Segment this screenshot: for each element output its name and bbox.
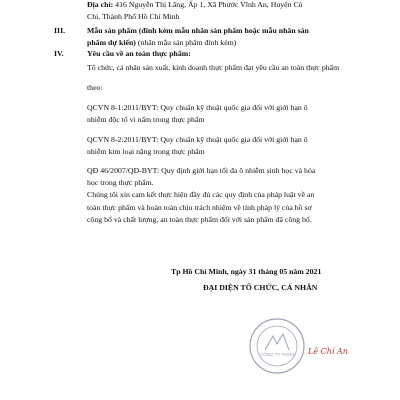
company-stamp — [247, 316, 307, 376]
section-4-intro-1: Tổ chức, cá nhân sản xuất, kinh doanh thực phẩm đạt yêu cầu an toàn thực phẩm — [87, 63, 340, 72]
section-4-intro-2: theo: — [87, 83, 103, 92]
section-3-note: (nhãn mẫu sản phẩm đính kèm) — [135, 38, 237, 47]
commitment-line-2: toàn thực phẩm và hoàn toàn chịu trách nhiệm về tính pháp lý của hồ sơ — [87, 203, 312, 212]
section-4-title: Yêu cầu về an toàn thực phẩm: — [87, 49, 191, 58]
commitment-line-3: công bố và chất lượng, an toàn thực phẩm đối với sản phẩm đã công bố. — [87, 215, 312, 224]
representative-title: ĐẠI DIỆN TỔ CHỨC, CÁ NHÂN — [203, 283, 318, 292]
signature: Lê Chí An — [308, 347, 348, 356]
address-label: Địa chỉ: — [87, 0, 114, 9]
regulation-2-line-2: nhiễm kim loại nặng trong thực phẩm — [87, 147, 205, 156]
section-3-title-line-2 — [87, 38, 236, 48]
regulation-3-line-2: học trong thực phẩm. — [87, 178, 154, 187]
section-3-title-end: phẩm dự kiến) — [87, 38, 136, 47]
regulation-1-line-2: nhiễm độc tố vi nấm trong thực phẩm — [87, 115, 205, 124]
regulation-2-line-1: QCVN 8-2:2011/BYT: Quy chuẩn kỹ thuật quốc gia đối với giới hạn ô — [87, 135, 308, 144]
regulation-1-line-1: QCVN 8-1:2011/BYT: Quy chuẩn kỹ thuật quốc gia đối với giới hạn ô — [87, 103, 308, 112]
section-3-title-line-1: Mẫu sản phẩm (đính kèm mẫu nhãn sản phẩm hoặc mẫu nhãn sản — [87, 26, 309, 35]
commitment-line-1: Chúng tôi xin cam kết thực hiện đầy đủ các quy định của pháp luật về an — [87, 190, 315, 199]
section-3-number: III. — [54, 26, 66, 35]
address-line-2: Chi, Thành Phố Hồ Chí Minh — [87, 12, 180, 21]
date-line: Tp Hồ Chí Minh, ngày 31 tháng 05 năm 2021 — [171, 267, 322, 276]
stamp-text: CÔNG TY TNHH — [259, 352, 295, 357]
regulation-3-line-1: QĐ 46/2007/QĐ-BYT: Quy định giới hạn tối đa ô nhiễm sinh học và hóa — [87, 166, 316, 175]
section-4-number: IV. — [54, 49, 64, 58]
address-value: 416 Nguyễn Thị Lãng, Ấp 1, Xã Phước Vĩnh An, Huyện Củ — [113, 0, 303, 9]
address-line-1 — [87, 0, 303, 10]
